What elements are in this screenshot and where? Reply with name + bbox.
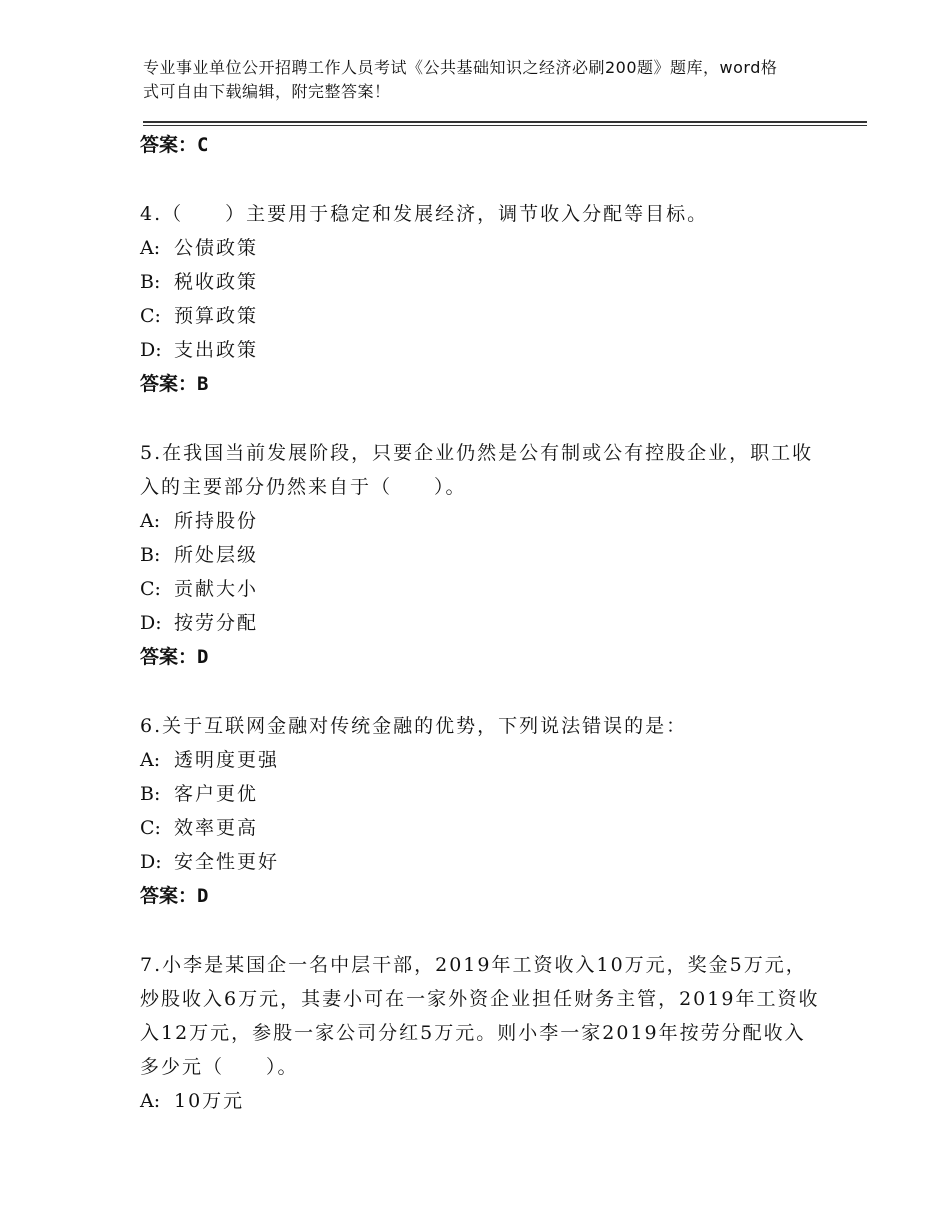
option-letter: B:	[140, 544, 161, 566]
option-d	[140, 845, 820, 879]
option-letter: A:	[140, 510, 161, 532]
document-header	[143, 56, 783, 104]
answer-line	[140, 128, 820, 162]
answer-line	[140, 367, 820, 401]
question-5	[140, 436, 820, 674]
option-letter: C:	[140, 578, 161, 600]
option-text: 效率更高	[174, 817, 259, 839]
option-a	[140, 504, 820, 538]
option-c	[140, 811, 820, 845]
option-text: 10万元	[174, 1090, 245, 1112]
answer-value: B	[197, 373, 209, 395]
answer-label: 答案：	[140, 134, 198, 156]
document-body	[140, 128, 820, 1118]
question-stem: 4.（ ）主要用于稳定和发展经济，调节收入分配等目标。	[140, 203, 709, 225]
answer-value: C	[197, 134, 209, 156]
option-b	[140, 538, 820, 572]
option-letter: A:	[140, 1090, 161, 1112]
answer-label: 答案：	[140, 885, 198, 907]
option-text: 预算政策	[174, 305, 259, 327]
answer-value: D	[197, 646, 209, 668]
option-text: 公债政策	[174, 237, 259, 259]
question-stem: 7.小李是某国企一名中层干部，2019年工资收入10万元，奖金5万元，炒股收入6万元，其妻小可在一家外资企业担任财务主管，2019年工资收入12万元，参股一家公司分红5万元。则小李一家2019年按劳分配收入多少元（ ）。	[140, 954, 820, 1078]
option-text: 客户更优	[174, 783, 259, 805]
option-letter: A:	[140, 749, 161, 771]
option-b	[140, 265, 820, 299]
question-4	[140, 197, 820, 401]
question-stem: 6.关于互联网金融对传统金融的优势，下列说法错误的是：	[140, 715, 688, 737]
option-text: 税收政策	[174, 271, 259, 293]
option-text: 支出政策	[174, 339, 259, 361]
option-letter: B:	[140, 271, 161, 293]
option-text: 贡献大小	[174, 578, 259, 600]
answer-line	[140, 879, 820, 913]
option-text: 所持股份	[174, 510, 259, 532]
option-c	[140, 572, 820, 606]
header-divider	[143, 121, 867, 123]
option-letter: D:	[140, 612, 162, 634]
option-d	[140, 606, 820, 640]
option-text: 透明度更强	[174, 749, 280, 771]
answer-label: 答案：	[140, 646, 198, 668]
option-c	[140, 299, 820, 333]
option-letter: B:	[140, 783, 161, 805]
option-text: 按劳分配	[174, 612, 259, 634]
option-text: 安全性更好	[174, 851, 280, 873]
document-title: 专业事业单位公开招聘工作人员考试《公共基础知识之经济必刷200题》题库，word格式可自由下载编辑，附完整答案！	[143, 58, 778, 101]
option-a	[140, 1084, 820, 1118]
question-7	[140, 948, 820, 1118]
option-letter: D:	[140, 851, 162, 873]
option-letter: D:	[140, 339, 162, 361]
option-letter: C:	[140, 817, 161, 839]
option-letter: A:	[140, 237, 161, 259]
header-divider-thin	[143, 125, 867, 126]
question-6	[140, 709, 820, 913]
option-a	[140, 231, 820, 265]
option-a	[140, 743, 820, 777]
option-d	[140, 333, 820, 367]
option-b	[140, 777, 820, 811]
option-text: 所处层级	[174, 544, 259, 566]
answer-label: 答案：	[140, 373, 198, 395]
question-stem: 5.在我国当前发展阶段，只要企业仍然是公有制或公有控股企业，职工收入的主要部分仍然来自于（ ）。	[140, 442, 814, 498]
answer-line	[140, 640, 820, 674]
option-letter: C:	[140, 305, 161, 327]
answer-value: D	[197, 885, 209, 907]
